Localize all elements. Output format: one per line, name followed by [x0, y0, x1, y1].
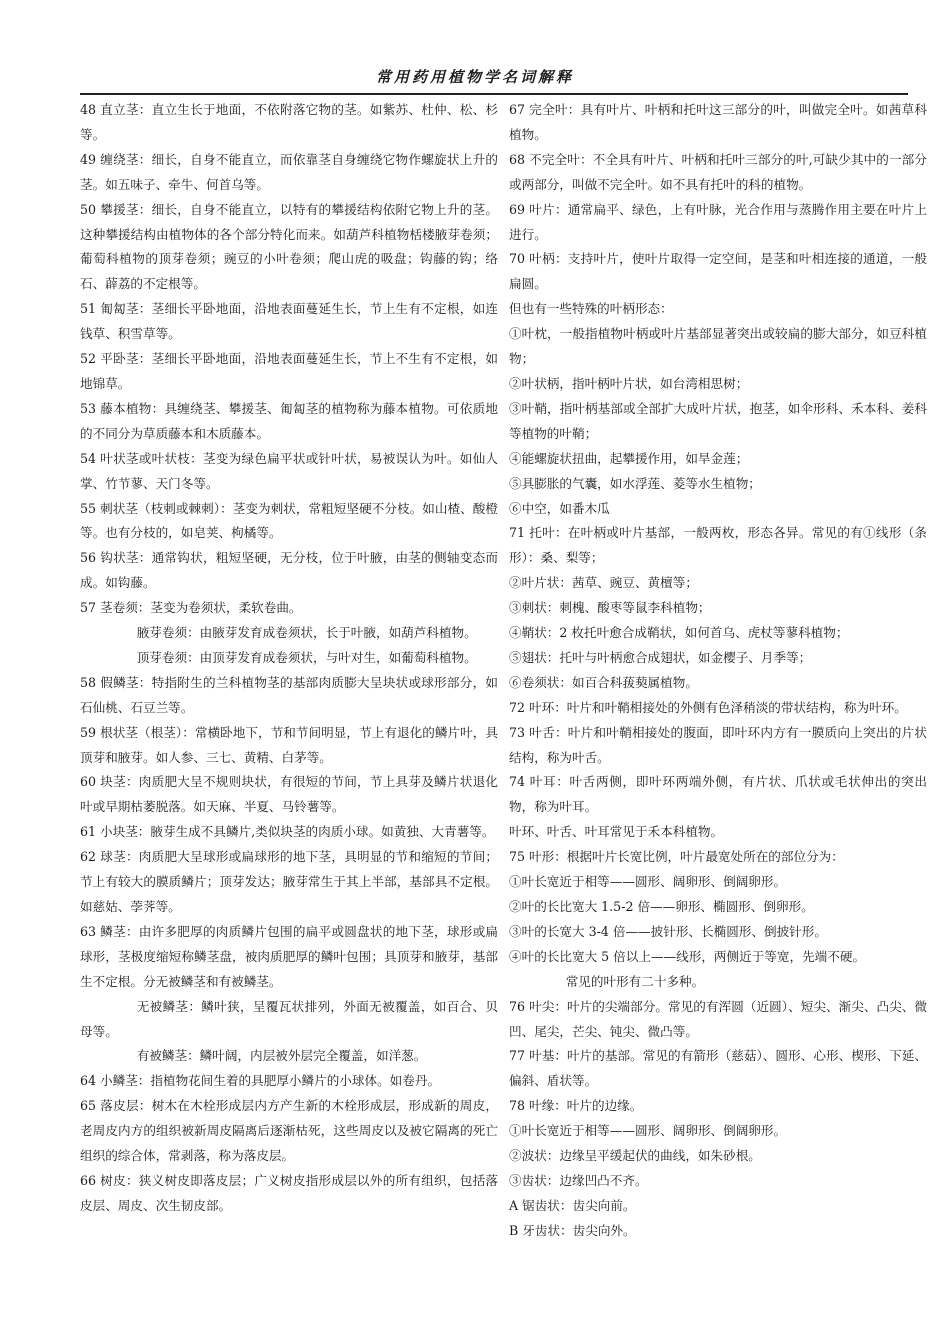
- paragraph: 叶环、叶舌、叶耳常见于禾本科植物。: [509, 824, 724, 840]
- paragraph: ①叶长宽近于相等——圆形、阔卵形、倒阔卵形。: [509, 1123, 787, 1139]
- paragraph: 77 叶基：叶片的基部。常见的有箭形（慈菇）、圆形、心形、楔形、下延、偏斜、盾状等。: [509, 1048, 927, 1089]
- paragraph: 62 球茎：肉质肥大呈球形或扁球形的地下茎，具明显的节和缩短的节间；节上有较大的膜质鳞片；顶芽发达；腋芽常生于其上半部，基部具不定根。如慈姑、荸荠等。: [80, 849, 498, 914]
- header-rule: [80, 93, 908, 95]
- paragraph: 有被鳞茎：鳞叶阔，内层被外层完全覆盖，如洋葱。: [136, 1048, 427, 1064]
- paragraph: ④能螺旋状扭曲，起攀援作用，如旱金莲；: [509, 450, 749, 466]
- paragraph: ④鞘状：2 枚托叶愈合成鞘状，如何首乌、虎杖等蓼科植物；: [509, 625, 849, 641]
- paragraph: 69 叶片：通常扁平、绿色，上有叶脉，光合作用与蒸腾作用主要在叶片上进行。: [509, 201, 927, 242]
- paragraph: 70 叶柄：支持叶片，使叶片取得一定空间，是茎和叶相连接的通道，一般扁圆。: [509, 251, 927, 292]
- paragraph: 76 叶尖：叶片的尖端部分。常见的有浑圆（近圆）、短尖、渐尖、凸尖、微凹、尾尖，芒尖、钝尖、微凸等。: [509, 998, 927, 1039]
- paragraph: ⑥中空，如番木瓜: [509, 500, 610, 516]
- paragraph: ①叶长宽近于相等——圆形、阔卵形、倒阔卵形。: [509, 874, 787, 890]
- paragraph: 54 叶状茎或叶状枝：茎变为绿色扁平状或针叶状，易被误认为叶。如仙人掌、竹节蓼、天门冬等。: [80, 450, 498, 491]
- paragraph: 73 叶舌：叶片和叶鞘相接处的腹面，即叶环内方有一膜质向上突出的片状结构，称为叶舌。: [509, 724, 927, 765]
- page-title: 常用药用植物学名词解释: [375, 68, 574, 86]
- paragraph: 65 落皮层：树木在木栓形成层内方产生新的木栓形成层，形成新的周皮，老周皮内方的组织被新周皮隔离后逐渐枯死，这些周皮以及被它隔离的死亡组织的综合体，常剥落，称为落皮层。: [80, 1098, 498, 1164]
- paragraph: ③齿状：边缘凹凸不齐。: [509, 1172, 648, 1188]
- paragraph: ③叶的长宽大 3-4 倍——披针形、长椭圆形、倒披针形。: [509, 923, 827, 939]
- paragraph: 78 叶缘：叶片的边缘。: [509, 1098, 643, 1114]
- paragraph: 55 刺状茎（枝刺或棘刺）：茎变为刺状，常粗短坚硬不分枝。如山楂、酸橙等。也有分枝的，如皂荚、枸橘等。: [80, 500, 498, 541]
- paragraph: 75 叶形：根据叶片长宽比例，叶片最宽处所在的部位分为：: [509, 849, 844, 865]
- paragraph: 68 不完全叶：不全具有叶片、叶柄和托叶三部分的叶,可缺少其中的一部分或两部分，叫做不完全叶。如不具有托叶的科的植物。: [509, 151, 927, 192]
- paragraph: 50 攀援茎：细长，自身不能直立，以特有的攀援结构依附它物上升的茎。这种攀援结构由植物体的各个部分特化而来。如葫芦科植物栝楼腋芽卷须；葡萄科植物的顶芽卷须；豌豆的小叶卷须；爬山虎的吸盘；钩藤的钩；络石、薜荔的不定根等。: [80, 201, 498, 292]
- paragraph: ②波状：边缘呈平缓起伏的曲线，如朱砂根。: [509, 1148, 761, 1164]
- paragraph: ⑤具膨胀的气囊，如水浮莲、菱等水生植物；: [509, 475, 761, 491]
- paragraph: 53 藤本植物：具缠绕茎、攀援茎、匍匐茎的植物称为藤本植物。可依质地的不同分为草质藤本和木质藤本。: [80, 400, 498, 441]
- paragraph: ③叶鞘，指叶柄基部或全部扩大成叶片状，抱茎，如伞形科、禾本科、姜科等植物的叶鞘；: [509, 400, 927, 441]
- paragraph: 74 叶耳：叶舌两侧，即叶环两端外侧，有片状、爪状或毛状伸出的突出物，称为叶耳。: [509, 774, 927, 815]
- paragraph: 无被鳞茎：鳞叶狭，呈覆瓦状排列，外面无被覆盖，如百合、贝母等。: [80, 998, 498, 1039]
- paragraph: ⑥卷须状：如百合科菝葜属植物。: [509, 674, 698, 690]
- paragraph: 63 鳞茎：由许多肥厚的肉质鳞片包围的扁平或圆盘状的地下茎，球形或扁球形，茎极度缩短称鳞茎盘，被肉质肥厚的鳞叶包围；具顶芽和腋芽，基部生不定根。分无被鳞茎和有被鳞茎。: [80, 923, 498, 989]
- paragraph: ⑤翅状：托叶与叶柄愈合成翅状，如金樱子、月季等；: [509, 649, 812, 665]
- paragraph: 66 树皮：狭义树皮即落皮层；广义树皮指形成层以外的所有组织，包括落皮层、周皮、次生韧皮部。: [80, 1172, 498, 1213]
- paragraph: 48 直立茎：直立生长于地面，不依附落它物的茎。如紫苏、杜仲、松、杉等。: [80, 102, 498, 142]
- paragraph: B 牙齿状：齿尖向外。: [509, 1222, 636, 1238]
- paragraph: 71 托叶：在叶柄或叶片基部，一般两枚，形态各异。常见的有①线形（条形）：桑、梨等；: [509, 525, 927, 566]
- paragraph: 60 块茎：肉质肥大呈不规则块状，有很短的节间，节上具芽及鳞片状退化叶或早期枯萎脱落。如天麻、半夏、马铃薯等。: [80, 774, 498, 815]
- right-column: [509, 98, 927, 1244]
- paragraph: 57 茎卷须：茎变为卷须状，柔软卷曲。: [80, 600, 302, 616]
- paragraph: 49 缠绕茎：细长，自身不能直立，而依靠茎自身缠绕它物作螺旋状上升的茎。如五味子、牵牛、何首乌等。: [80, 151, 498, 192]
- paragraph: ②叶片状：茜草、豌豆、黄檀等；: [509, 575, 698, 591]
- paragraph: ②叶状柄，指叶柄叶片状，如台湾相思树；: [509, 375, 749, 391]
- left-column: [80, 98, 498, 1219]
- paragraph: 58 假鳞茎：特指附生的兰科植物茎的基部肉质膨大呈块状或球形部分，如石仙桃、石豆兰等。: [80, 674, 498, 715]
- paragraph: 56 钩状茎：通常钩状，粗短坚硬，无分枝，位于叶腋，由茎的侧轴变态而成。如钩藤。: [80, 550, 498, 591]
- paragraph: ③刺状：刺槐、酸枣等鼠李科植物；: [509, 600, 711, 616]
- paragraph: 64 小鳞茎：指植物花间生着的具肥厚小鳞片的小球体。如卷丹。: [80, 1073, 441, 1089]
- paragraph: 但也有一些特殊的叶柄形态：: [509, 301, 673, 317]
- paragraph: 顶芽卷须：由顶芽发育成卷须状，与叶对生，如葡萄科植物。: [136, 649, 477, 665]
- paragraph: 59 根状茎（根茎）：常横卧地下，节和节间明显，节上有退化的鳞片叶，具顶芽和腋芽。如人参、三七、黄精、白茅等。: [80, 724, 498, 765]
- paragraph: ①叶枕，一般指植物叶柄或叶片基部显著突出或较扁的膨大部分，如豆科植物；: [509, 326, 927, 367]
- paragraph: 腋芽卷须：由腋芽发育成卷须状，长于叶腋，如葫芦科植物。: [136, 625, 477, 641]
- paragraph: 常见的叶形有二十多种。: [565, 973, 705, 989]
- paragraph: A 锯齿状：齿尖向前。: [509, 1197, 636, 1213]
- paragraph: 67 完全叶：具有叶片、叶柄和托叶这三部分的叶，叫做完全叶。如茜草科植物。: [509, 102, 927, 142]
- paragraph: ②叶的长比宽大 1.5-2 倍——卵形、椭圆形、倒卵形。: [509, 899, 814, 914]
- paragraph: 51 匍匐茎：茎细长平卧地面，沿地表面蔓延生长，节上生有不定根，如连钱草、积雪草等。: [80, 301, 498, 342]
- paragraph: 52 平卧茎：茎细长平卧地面，沿地表面蔓延生长，节上不生有不定根，如地锦草。: [80, 351, 498, 391]
- paragraph: ④叶的长比宽大 5 倍以上——线形，两侧近于等宽，先端不硬。: [509, 948, 866, 964]
- paragraph: 72 叶环：叶片和叶鞘相接处的外侧有色泽稍淡的带状结构，称为叶环。: [509, 699, 907, 715]
- paragraph: 61 小块茎：腋芽生成不具鳞片,类似块茎的肉质小球。如黄独、大青薯等。: [80, 824, 495, 840]
